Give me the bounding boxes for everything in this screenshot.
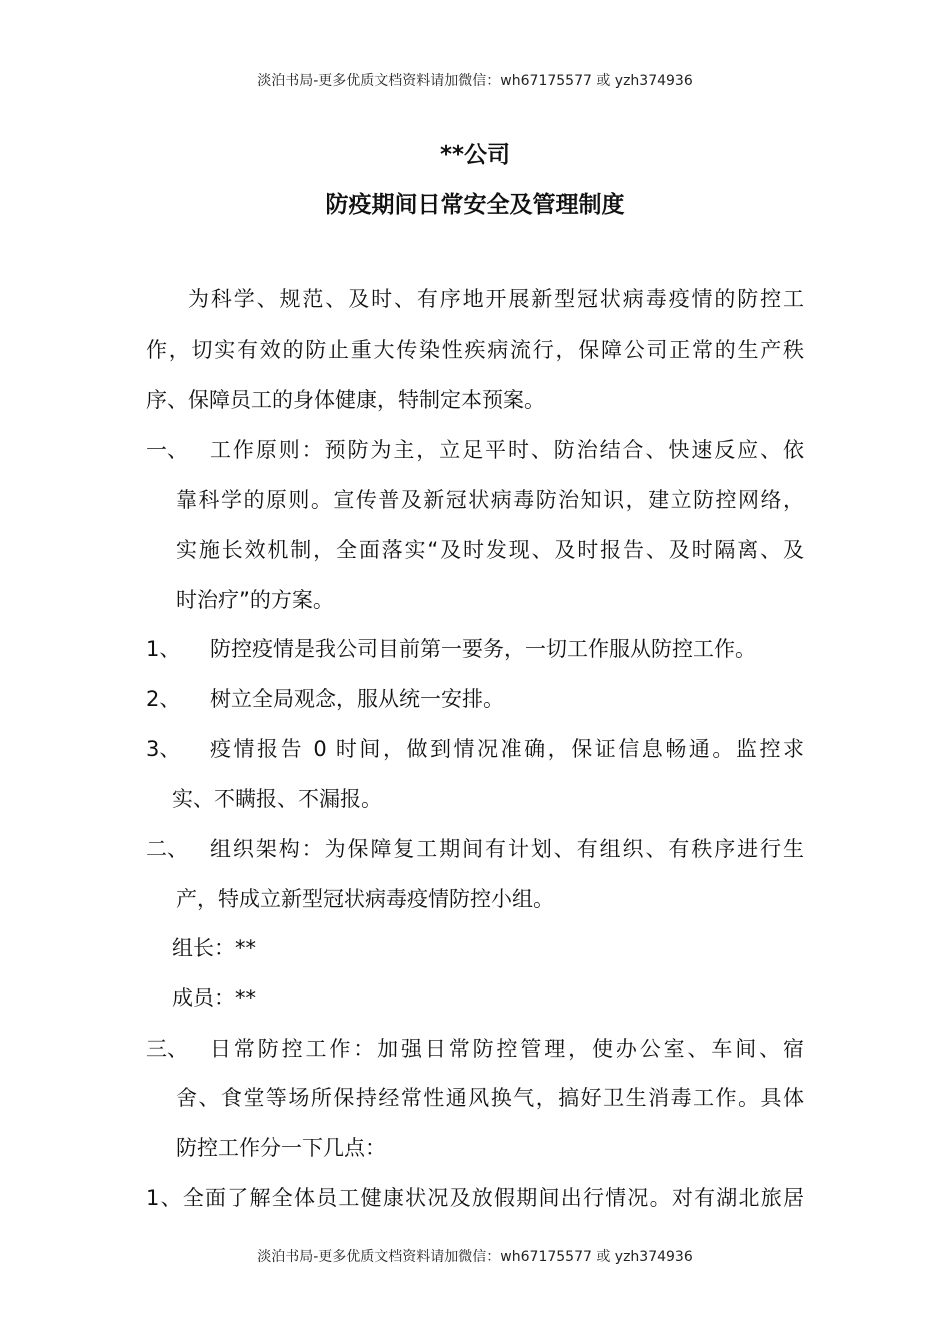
company-name: **公司 (439, 142, 511, 168)
item-2-number: 2、 (146, 687, 181, 711)
section-3-line-3: 防控工作分一下几点： (176, 1136, 386, 1160)
section-2-line-2: 产，特成立新型冠状病毒疫情防控小组。 (176, 887, 554, 911)
intro-line-1: 为科学、规范、及时、有序地开展新型冠状病毒疫情的防控工 (188, 287, 804, 311)
item-3-number: 3、 (146, 737, 181, 761)
page-header: 淡泊书局-更多优质文档资料请加微信：wh67175577 或 yzh374936 (257, 73, 693, 89)
section-1-line-3: 实施长效机制，全面落实“及时发现、及时报告、及时隔离、及 (176, 538, 804, 562)
item-3-line-1: 疫情报告 0 时间，做到情况准确，保证信息畅通。监控求 (210, 737, 804, 761)
section-3-number: 三、 (146, 1037, 188, 1061)
group-leader: 组长：** (172, 936, 256, 960)
section-2-line-1: 组织架构：为保障复工期间有计划、有组织、有秩序进行生 (210, 837, 804, 861)
section-1-line-4: 时治疗”的方案。 (176, 588, 334, 612)
intro-line-3: 序、保障员工的身体健康，特制定本预案。 (146, 388, 545, 412)
group-members: 成员：** (172, 986, 256, 1010)
section-3-line-1: 日常防控工作：加强日常防控管理，使办公室、车间、宿 (210, 1037, 804, 1061)
section-1-number: 一、 (146, 438, 188, 462)
section-1-line-1: 工作原则：预防为主，立足平时、防治结合、快速反应、依 (210, 438, 804, 462)
intro-line-2: 作，切实有效的防止重大传染性疾病流行，保障公司正常的生产秩 (146, 338, 804, 362)
item-3-line-2: 实、不瞒报、不漏报。 (172, 787, 382, 811)
page-footer: 淡泊书局-更多优质文档资料请加微信：wh67175577 或 yzh374936 (257, 1249, 693, 1265)
item-1-number: 1、 (146, 637, 181, 661)
document-title: 防疫期间日常安全及管理制度 (325, 192, 625, 218)
section-1-line-2: 靠科学的原则。宣传普及新冠状病毒防治知识，建立防控网络， (176, 488, 804, 512)
item-1-line-1: 防控疫情是我公司目前第一要务，一切工作服从防控工作。 (210, 637, 756, 661)
section-3-line-2: 舍、食堂等场所保持经常性通风换气，搞好卫生消毒工作。具体 (176, 1086, 804, 1110)
section-3-item-1: 1、全面了解全体员工健康状况及放假期间出行情况。对有湖北旅居 (146, 1186, 804, 1210)
section-2-number: 二、 (146, 837, 188, 861)
item-2-line-1: 树立全局观念，服从统一安排。 (210, 687, 504, 711)
